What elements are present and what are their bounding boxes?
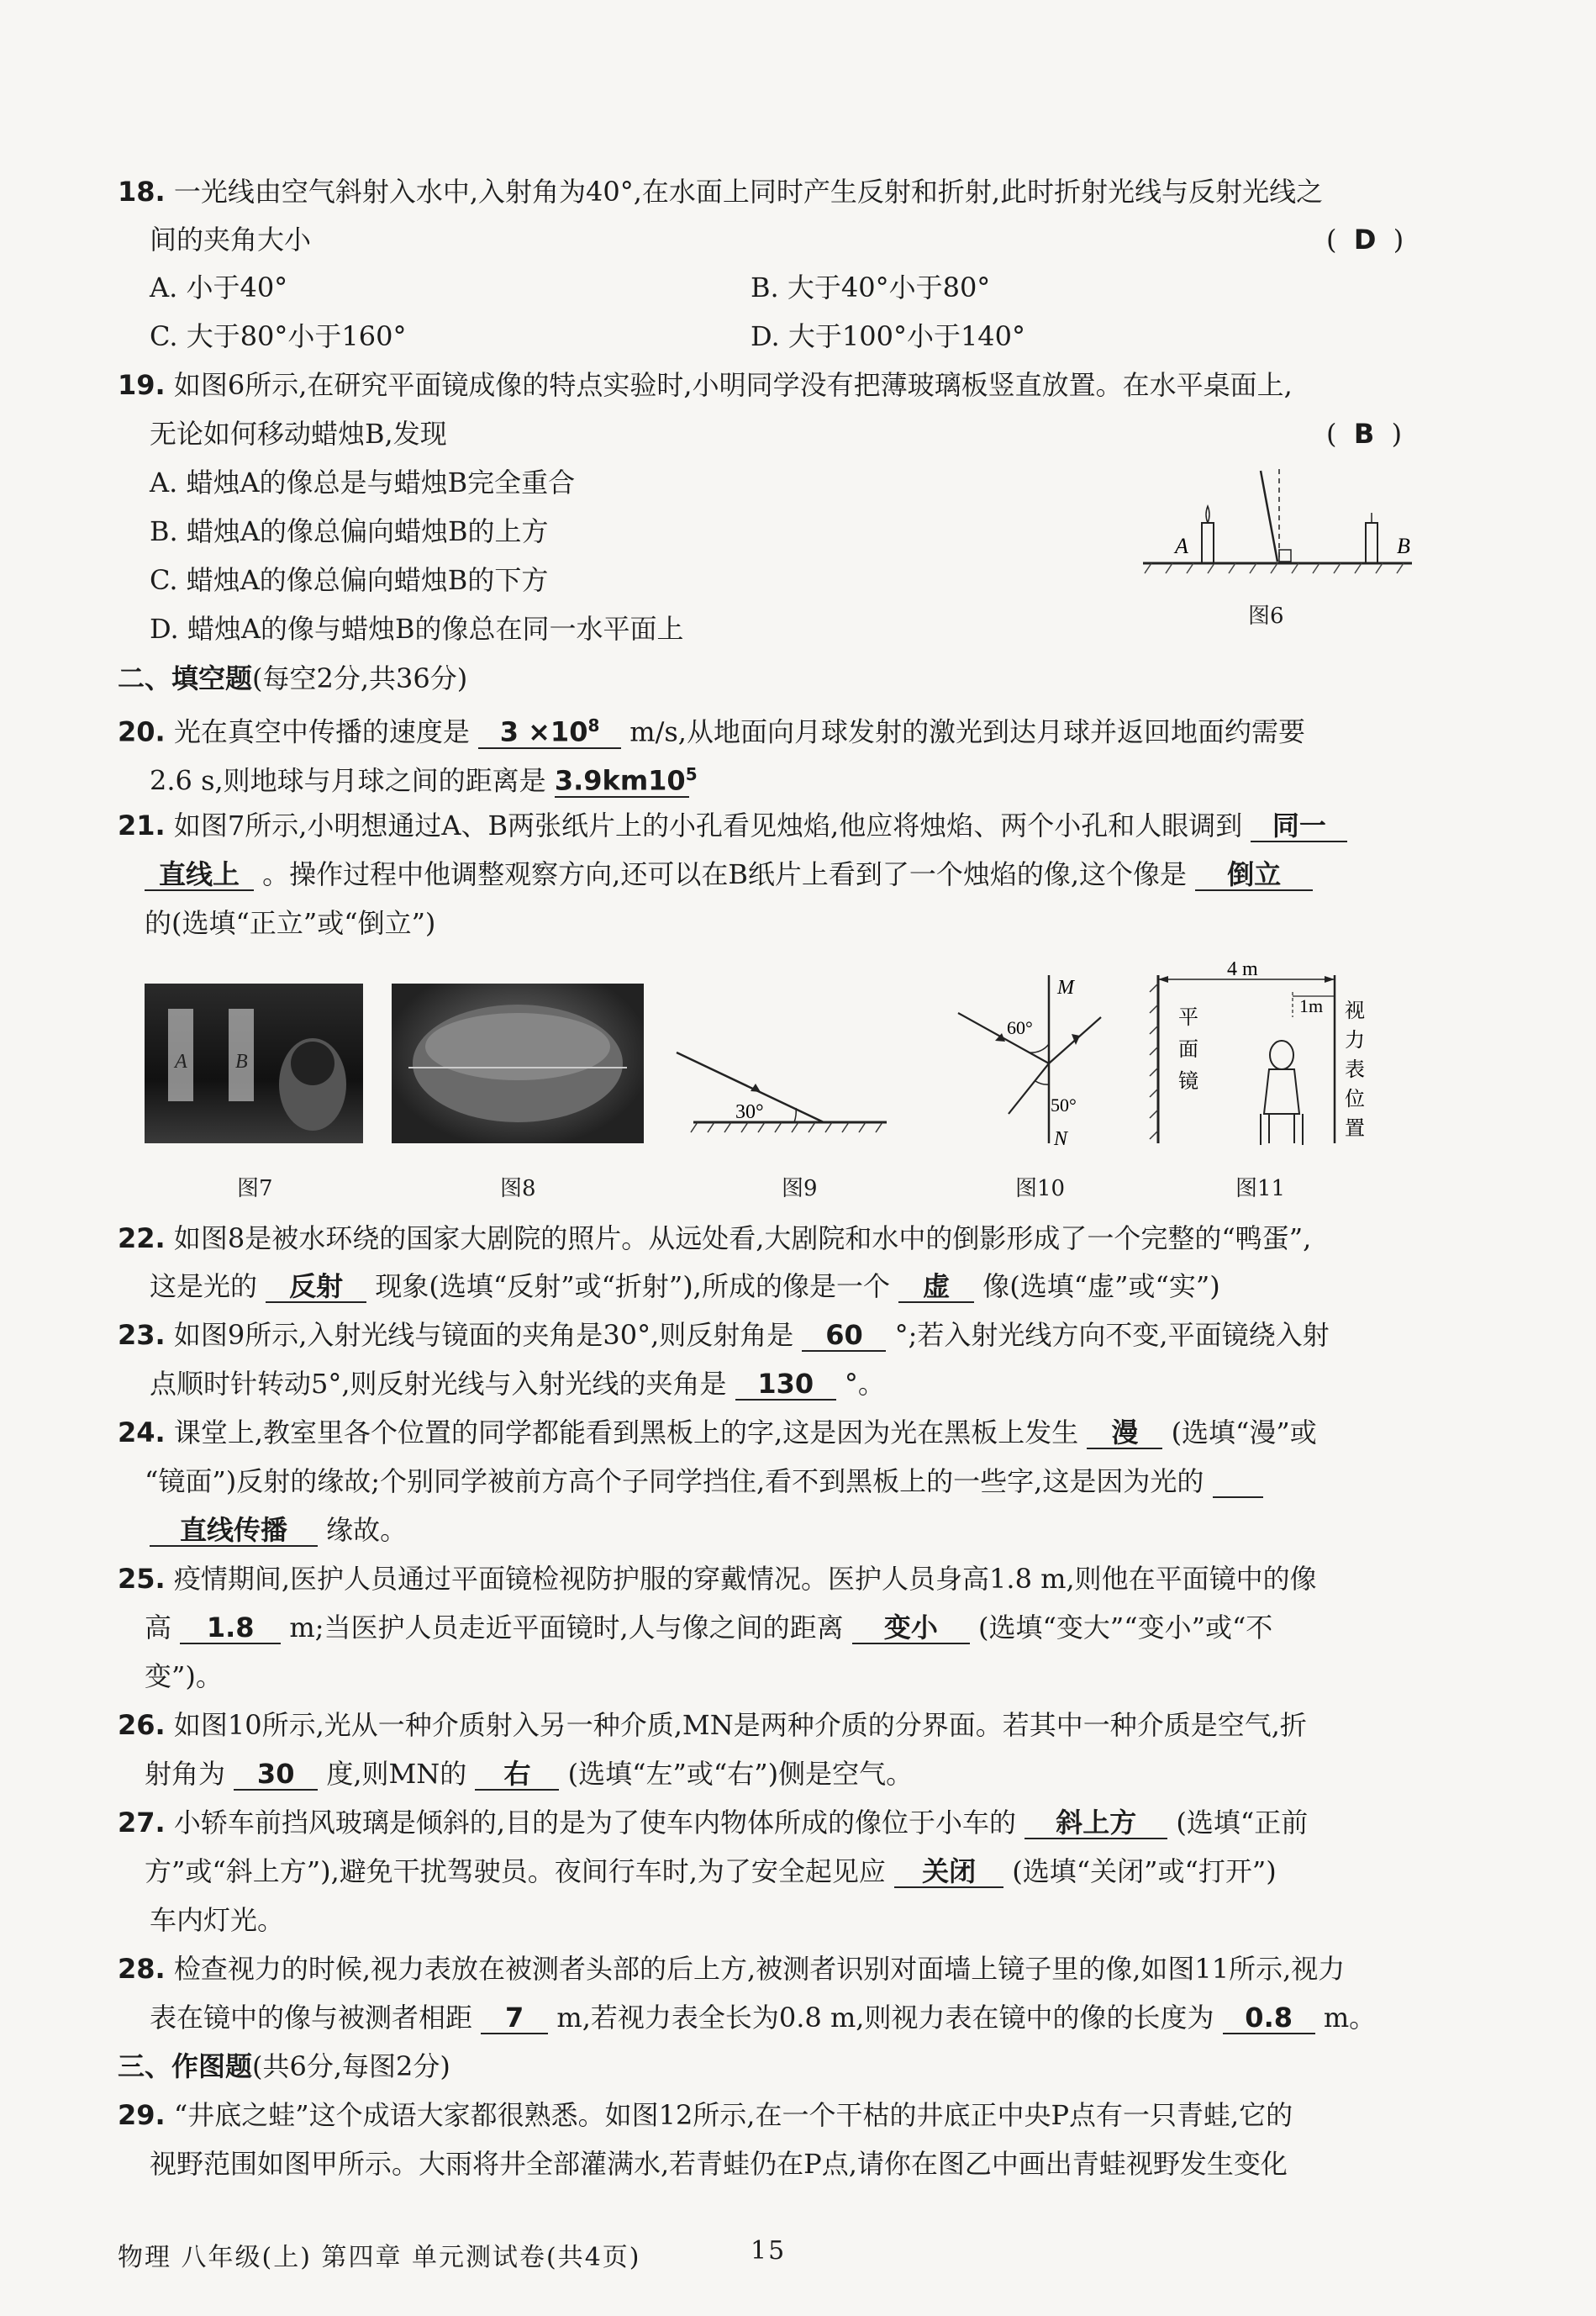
q20-text3: 2.6 s,则地球与月球之间的距离是 xyxy=(150,764,546,797)
q24-answer1: 漫 xyxy=(1087,1417,1162,1449)
q23-answer1: 60 xyxy=(802,1320,886,1352)
q24-answer2: 直线传播 xyxy=(150,1515,318,1547)
fig11-distance-label: 4 m xyxy=(1227,958,1258,980)
fig10-angle1: 60° xyxy=(1007,1017,1033,1038)
q20-answer2-base: 3.9km10 xyxy=(554,764,686,797)
fig11-chart-char3: 表 xyxy=(1345,1058,1365,1081)
q24-line3 xyxy=(150,1513,407,1547)
section3-title: 三、作图题 xyxy=(118,2050,253,2082)
q19-line1 xyxy=(118,368,1293,402)
section2-note: (每空2分,共36分) xyxy=(252,662,468,694)
q20-answer2 xyxy=(554,759,698,798)
fig11-chart-char5: 置 xyxy=(1345,1116,1365,1140)
figure-7-drawing xyxy=(145,984,363,1143)
q27-text2: (选填“正前 xyxy=(1176,1807,1309,1839)
q25-text3: m;当医护人员走近平面镜时,人与像之间的距离 xyxy=(289,1612,844,1643)
q28-text4: m。 xyxy=(1323,2002,1377,2034)
q21-line3: 的(选填“正立”或“倒立”) xyxy=(145,907,436,939)
fig6-label-b: B xyxy=(1397,534,1410,558)
q20-number: 20. xyxy=(118,715,166,748)
figure-6 xyxy=(1135,462,1437,622)
figure-8-drawing xyxy=(392,984,644,1143)
fig7-label-b: B xyxy=(235,1051,248,1073)
q20-text1: 光在真空中传播的速度是 xyxy=(173,715,470,748)
q24-line1 xyxy=(118,1416,1317,1449)
q18-option-a: A. 小于40° xyxy=(150,272,288,303)
figure-8-photo xyxy=(392,984,644,1143)
fig11-chart-char1: 视 xyxy=(1345,999,1365,1022)
q27-line2 xyxy=(145,1854,1277,1888)
q27-number: 27. xyxy=(118,1807,166,1839)
q28-answer2: 0.8 xyxy=(1223,2002,1315,2034)
section2-header xyxy=(118,662,467,695)
q18-answer-letter: D xyxy=(1353,224,1377,256)
fig11-chart-char2: 力 xyxy=(1345,1028,1365,1052)
q18-option-c: C. 大于80°小于160° xyxy=(150,320,407,352)
q23-line2 xyxy=(150,1367,885,1401)
q24-number: 24. xyxy=(118,1417,166,1448)
fig9-caption: 图9 xyxy=(782,1176,818,1201)
q20-line2 xyxy=(150,759,698,798)
q27-answer1: 斜上方 xyxy=(1024,1807,1167,1839)
q25-answer2: 变小 xyxy=(852,1612,970,1644)
q24-answer2-blank xyxy=(1213,1466,1263,1498)
fig6-caption: 图6 xyxy=(1248,604,1284,629)
q29-text1: “井底之蛙”这个成语大家都很熟悉。如图12所示,在一个干枯的井底正中央P点有一只青蛙,它的 xyxy=(173,2099,1293,2131)
q23-line1 xyxy=(118,1318,1330,1352)
q21-line2 xyxy=(145,857,1313,891)
q20-answer1-base: 3 ×10 xyxy=(499,715,588,748)
fig11-caption: 图11 xyxy=(1235,1176,1286,1201)
fig11-chart-char4: 位 xyxy=(1345,1087,1365,1111)
q18-line2 xyxy=(150,223,311,256)
q27-text3: 方”或“斜上方”),避免干扰驾驶员。夜间行车时,为了安全起见应 xyxy=(145,1855,886,1887)
q24-text3: “镜面”)反射的缘故;个别同学被前方高个子同学挡住,看不到黑板上的一些字,这是因为光的 xyxy=(145,1465,1204,1497)
q22-text4: 像(选填“虚”或“实”) xyxy=(982,1270,1220,1302)
fig10-caption: 图10 xyxy=(1015,1176,1066,1201)
fig7-caption: 图7 xyxy=(237,1176,273,1201)
q20-answer1-exp: 8 xyxy=(587,715,600,736)
q23-number: 23. xyxy=(118,1319,166,1351)
q29-line2: 视野范围如图甲所示。大雨将井全部灌满水,若青蛙仍在P点,请你在图乙中画出青蛙视野发生变化 xyxy=(150,2148,1288,2180)
q28-answer1: 7 xyxy=(481,2002,548,2034)
q23-text4: °。 xyxy=(844,1368,885,1400)
q25-number: 25. xyxy=(118,1563,166,1595)
fig8-caption: 图8 xyxy=(500,1176,536,1201)
q19-answer: ( B ) xyxy=(1326,418,1403,450)
q26-text1: 如图10所示,光从一种介质射入另一种介质,MN是两种介质的分界面。若其中一种介质是空气,折 xyxy=(173,1709,1307,1741)
fig11-mirror-char3: 镜 xyxy=(1178,1069,1198,1093)
q19-option-b: B. 蜡烛A的像总偏向蜡烛B的上方 xyxy=(150,515,549,547)
q19-text1: 如图6所示,在研究平面镜成像的特点实验时,小明同学没有把薄玻璃板竖直放置。在水平桌面上, xyxy=(173,369,1293,401)
q22-line1 xyxy=(118,1221,1311,1255)
q19-answer-letter: B xyxy=(1353,418,1375,450)
figure-10 xyxy=(950,967,1109,1152)
q23-answer2: 130 xyxy=(735,1369,836,1401)
q20-answer1 xyxy=(478,710,621,749)
q25-line1 xyxy=(118,1562,1317,1596)
fig11-mirror-char1: 平 xyxy=(1178,1005,1198,1029)
q28-line1 xyxy=(118,1952,1345,1986)
q26-line2 xyxy=(145,1757,913,1791)
footer-text: 物理 八年级(上) 第四章 单元测试卷(共4页) xyxy=(118,2243,641,2272)
q22-number: 22. xyxy=(118,1222,166,1254)
q29-number: 29. xyxy=(118,2099,166,2131)
section2-title: 二、填空题 xyxy=(118,662,253,694)
q24-line2 xyxy=(145,1464,1263,1498)
q25-line2 xyxy=(145,1611,1272,1644)
q23-text1: 如图9所示,入射光线与镜面的夹角是30°,则反射角是 xyxy=(173,1319,794,1351)
figure-11 xyxy=(1135,958,1387,1160)
figure-7-photo xyxy=(145,984,363,1143)
q19-option-c: C. 蜡烛A的像总偏向蜡烛B的下方 xyxy=(150,564,549,596)
q28-text3: m,若视力表全长为0.8 m,则视力表在镜中的像的长度为 xyxy=(556,2002,1214,2034)
fig10-label-n: N xyxy=(1054,1128,1068,1150)
q22-text2: 这是光的 xyxy=(150,1270,258,1302)
q22-line2 xyxy=(150,1269,1220,1303)
page-number: 15 xyxy=(751,2236,787,2266)
q19-number: 19. xyxy=(118,369,166,401)
q28-text2: 表在镜中的像与被测者相距 xyxy=(150,2002,473,2034)
q28-number: 28. xyxy=(118,1953,166,1985)
q20-text2: m/s,从地面向月球发射的激光到达月球并返回地面约需要 xyxy=(629,715,1305,748)
q19-line2: 无论如何移动蜡烛B,发现 xyxy=(150,418,447,450)
q19-option-a: A. 蜡烛A的像总是与蜡烛B完全重合 xyxy=(150,467,576,499)
q27-line3: 车内灯光。 xyxy=(150,1904,285,1936)
q24-text4: 缘故。 xyxy=(326,1514,408,1546)
q18-text1: 一光线由空气斜射入水中,入射角为40°,在水面上同时产生反射和折射,此时折射光线与反射光线之 xyxy=(173,176,1324,208)
q21-answer1a: 同一 xyxy=(1251,810,1347,842)
fig10-angle2: 50° xyxy=(1051,1095,1077,1116)
q26-answer2: 右 xyxy=(475,1759,559,1791)
fig7-label-a: A xyxy=(175,1051,187,1073)
q27-answer2: 关闭 xyxy=(894,1856,1003,1888)
q18-text2: 间的夹角大小 xyxy=(150,224,312,256)
q23-text2: °;若入射光线方向不变,平面镜绕入射 xyxy=(894,1319,1330,1351)
q26-text4: (选填“左”或“右”)侧是空气。 xyxy=(567,1758,914,1790)
q26-number: 26. xyxy=(118,1709,166,1741)
q25-line3: 变”)。 xyxy=(145,1660,223,1692)
q20-line1 xyxy=(118,710,1305,749)
q28-text1: 检查视力的时候,视力表放在被测者头部的后上方,被测者识别对面墙上镜子里的像,如图11所示,视力 xyxy=(173,1953,1346,1985)
q19-option-d: D. 蜡烛A的像与蜡烛B的像总在同一水平面上 xyxy=(150,613,684,645)
section3-header xyxy=(118,2050,450,2083)
q26-text2: 射角为 xyxy=(145,1758,226,1790)
q18-option-d: D. 大于100°小于140° xyxy=(751,320,1026,352)
q25-text1: 疫情期间,医护人员通过平面镜检视防护服的穿戴情况。医护人员身高1.8 m,则他在平面镜中的像 xyxy=(173,1563,1317,1595)
q25-text2: 高 xyxy=(145,1612,172,1643)
fig11-mirror-char2: 面 xyxy=(1178,1037,1198,1061)
q18-option-b: B. 大于40°小于80° xyxy=(751,272,991,303)
q18-answer: ( D ) xyxy=(1326,224,1404,256)
q21-answer2: 倒立 xyxy=(1195,859,1313,891)
fig6-label-a: A xyxy=(1175,534,1188,558)
q26-answer1: 30 xyxy=(234,1759,318,1791)
q22-text1: 如图8是被水环绕的国家大剧院的照片。从远处看,大剧院和水中的倒影形成了一个完整的“鸭蛋”, xyxy=(173,1222,1312,1254)
q26-text3: 度,则MN的 xyxy=(326,1758,467,1790)
figure-9 xyxy=(668,1042,899,1143)
q25-answer1: 1.8 xyxy=(180,1612,281,1644)
q21-line1 xyxy=(118,809,1347,842)
q21-answer1b: 直线上 xyxy=(145,859,254,891)
q22-answer2: 虚 xyxy=(898,1271,974,1303)
fig9-angle-label: 30° xyxy=(735,1101,764,1123)
fig11-small-label: 1m xyxy=(1299,995,1324,1016)
q26-line1 xyxy=(118,1708,1307,1742)
q18-line1 xyxy=(118,175,1323,208)
q18-number: 18. xyxy=(118,176,166,208)
q24-text1: 课堂上,教室里各个位置的同学都能看到黑板上的字,这是因为光在黑板上发生 xyxy=(173,1417,1079,1448)
q24-text2: (选填“漫”或 xyxy=(1171,1417,1317,1448)
page-footer xyxy=(118,2236,641,2273)
q22-answer1: 反射 xyxy=(266,1271,366,1303)
q21-text2: 。操作过程中他调整观察方向,还可以在B纸片上看到了一个烛焰的像,这个像是 xyxy=(262,858,1188,890)
q20-answer2-exp: 5 xyxy=(685,764,698,784)
fig10-label-m: M xyxy=(1057,977,1074,999)
q28-line2 xyxy=(150,2001,1376,2034)
q25-text4: (选填“变大”“变小”或“不 xyxy=(978,1612,1273,1643)
q23-text3: 点顺时针转动5°,则反射光线与入射光线的夹角是 xyxy=(150,1368,727,1400)
q27-line1 xyxy=(118,1806,1308,1839)
section3-note: (共6分,每图2分) xyxy=(252,2050,450,2082)
q22-text3: 现象(选填“反射”或“折射”),所成的像是一个 xyxy=(375,1270,890,1302)
q21-number: 21. xyxy=(118,810,166,841)
q27-text4: (选填“关闭”或“打开”) xyxy=(1012,1855,1277,1887)
q29-line1 xyxy=(118,2098,1293,2132)
q21-text1: 如图7所示,小明想通过A、B两张纸片上的小孔看见烛焰,他应将烛焰、两个小孔和人眼调到 xyxy=(173,810,1243,841)
q27-text1: 小轿车前挡风玻璃是倾斜的,目的是为了使车内物体所成的像位于小车的 xyxy=(173,1807,1017,1839)
